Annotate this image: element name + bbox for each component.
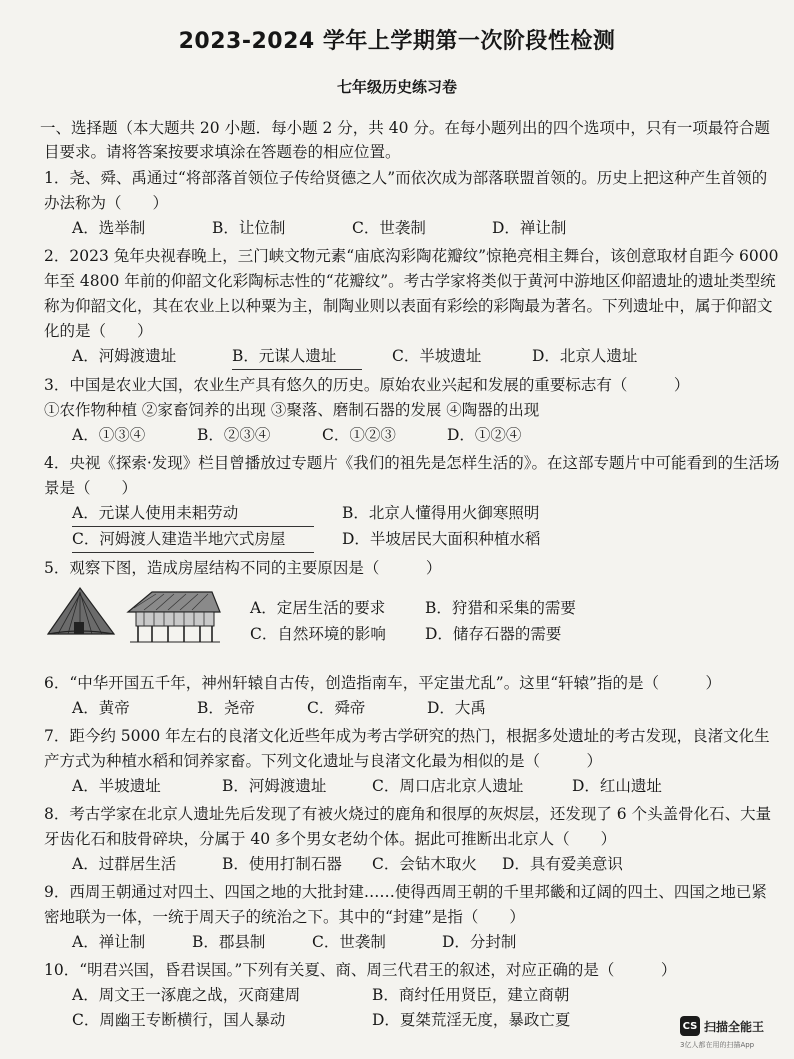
- exam-title: 2023-2024 学年上学期第一次阶段性检测: [178, 29, 616, 54]
- question-options: [44, 930, 782, 955]
- option-b[interactable]: B．元谋人遗址: [232, 344, 362, 370]
- question-options: [44, 696, 782, 721]
- option-a[interactable]: A．黄帝: [72, 699, 130, 717]
- option-a[interactable]: A．选举制: [72, 219, 146, 237]
- scanner-name: 扫描全能王: [704, 1019, 765, 1034]
- option-c[interactable]: C．世袭制: [352, 219, 426, 237]
- option-b[interactable]: B．使用打制石器: [222, 855, 342, 873]
- round-hut-drawing: [48, 588, 114, 634]
- question-options-row2: [250, 622, 595, 647]
- option-d[interactable]: D．半坡居民大面积种植水稻: [342, 530, 541, 548]
- option-b[interactable]: B．尧帝: [197, 699, 255, 717]
- option-c[interactable]: C．半坡遗址: [392, 347, 482, 365]
- question-stem: 6．“中华开国五千年，神州轩辕自古传，创造指南车，平定蚩尤乱”。这里“轩辕”指的是（ ）: [44, 674, 722, 692]
- option-b[interactable]: B．②③④: [197, 426, 271, 444]
- option-b[interactable]: B．北京人懂得用火御寒照明: [342, 504, 540, 522]
- question-stem: 9．西周王朝通过对四土、四国之地的大批封建……使得西周王朝的千里邦畿和辽阔的四土、四国之地已紧密地联为一体，一统于周天子的统治之下。其中的“封建”是指（ ）: [44, 883, 767, 926]
- option-b[interactable]: B．狩猎和采集的需要: [424, 599, 576, 617]
- option-b[interactable]: B．商纣任用贤臣，建立商朝: [372, 986, 570, 1004]
- question-options: [44, 423, 782, 448]
- question-10: [44, 958, 782, 1033]
- question-options-row2: [44, 1008, 782, 1033]
- question-8: [44, 802, 782, 877]
- question-options: [44, 852, 782, 877]
- question-stem: 3．中国是农业大国，农业生产具有悠久的历史。原始农业兴起和发展的重要标志有（ ）: [44, 376, 690, 394]
- question-options-row1: [44, 501, 782, 527]
- question-stem: 7．距今约 5000 年左右的良渚文化近些年成为考古学研究的热门，根据多处遗址的考古发现，良渚文化生产方式为种植水稻和饲养家畜。下列文化遗址与良渚文化最为相似的是（ ）: [44, 727, 770, 770]
- question-stem: 4．央视《探索·发现》栏目曾播放过专题片《我们的祖先是怎样生活的》。在这部专题片中可能看到的生活场景是（ ）: [44, 454, 780, 497]
- question-stem: 5．观察下图，造成房屋结构不同的主要原因是（ ）: [44, 559, 442, 577]
- section-heading: 一、选择题（本大题共 20 小题．每小题 2 分，共 40 分。在每小题列出的四个选项中，只有一项最符合题目要求。请将答案按要求填涂在答题卷的相应位置。: [40, 119, 770, 161]
- question-stem: 8．考古学家在北京人遗址先后发现了有被火烧过的鹿角和很厚的灰烬层，还发现了 6 个头盖骨化石、大量牙齿化石和肢骨碎块，分属于 40 多个男女老幼个体。据此可推断出北京人（ ）: [44, 805, 772, 848]
- option-c[interactable]: C．周幽王专断横行，国人暴动: [72, 1011, 286, 1029]
- option-d[interactable]: D．夏桀荒淫无度，暴政亡夏: [372, 1011, 571, 1029]
- option-d[interactable]: D．分封制: [442, 933, 517, 951]
- scanner-watermark: [680, 1016, 764, 1036]
- option-b[interactable]: B．郡县制: [192, 933, 266, 951]
- option-d[interactable]: D．①②④: [447, 426, 522, 444]
- question-5: [44, 556, 782, 668]
- option-d[interactable]: D．具有爱美意识: [502, 855, 623, 873]
- question-stem: 1．尧、舜、禹通过“将部落首领位子传给贤德之人”而依次成为部落联盟首领的。历史上把这种产生首领的办法称为（ ）: [44, 169, 768, 212]
- stilt-house-drawing: [128, 592, 220, 642]
- question-9: [44, 880, 782, 955]
- question-options-row1: [250, 596, 595, 621]
- house-illustration: [44, 582, 224, 646]
- question-options: [44, 344, 782, 370]
- option-d[interactable]: D．大禹: [427, 699, 486, 717]
- question-items: ①农作物种植 ②家畜饲养的出现 ③聚落、磨制石器的发展 ④陶器的出现: [44, 401, 540, 419]
- option-a[interactable]: A．定居生活的要求: [250, 599, 386, 617]
- question-options-row2: [44, 527, 782, 553]
- option-d[interactable]: D．红山遗址: [572, 777, 662, 795]
- question-4: [44, 451, 782, 553]
- question-options-row1: [44, 983, 782, 1008]
- option-a[interactable]: A．元谋人使用耒耜劳动: [72, 501, 314, 527]
- exam-subtitle: 七年级历史练习卷: [336, 78, 457, 96]
- question-stem: 2．2023 兔年央视春晚上，三门峡文物元素“庙底沟彩陶花瓣纹”惊艳亮相主舞台，该创意取材自距今 6000 年至 4800 年前的仰韶文化彩陶标志性的“花瓣纹”。考古学家将类似于黄河中游地区仰韶遗址的遗址类型统称为仰韶文化，其在农业上以种粟为主，制陶业则以表面有彩绘的彩陶最为著名。下列遗址中，属于仰韶文化的是（ ）: [44, 247, 779, 340]
- question-6: [44, 671, 782, 721]
- option-d[interactable]: D．储存石器的需要: [424, 625, 562, 643]
- option-c[interactable]: C．河姆渡人建造半地穴式房屋: [72, 527, 314, 553]
- option-a[interactable]: A．半坡遗址: [72, 777, 161, 795]
- scanner-logo-icon: CS: [680, 1016, 700, 1036]
- option-b[interactable]: B．河姆渡遗址: [222, 777, 327, 795]
- option-b[interactable]: B．让位制: [212, 219, 286, 237]
- scanner-tagline: 3亿人都在用的扫描App: [680, 1041, 755, 1049]
- option-a[interactable]: A．①③④: [72, 426, 146, 444]
- question-7: [44, 724, 782, 799]
- question-options: [44, 774, 782, 799]
- option-c[interactable]: C．舜帝: [307, 699, 366, 717]
- question-options: [44, 216, 782, 241]
- option-a[interactable]: A．周文王一涿鹿之战，灭商建周: [72, 986, 301, 1004]
- question-stem: 10．“明君兴国，昏君误国。”下列有关夏、商、周三代君王的叙述，对应正确的是（ ）: [44, 961, 677, 979]
- question-2: [44, 244, 782, 370]
- option-c[interactable]: C．世袭制: [312, 933, 386, 951]
- option-a[interactable]: A．禅让制: [72, 933, 146, 951]
- option-c[interactable]: C．自然环境的影响: [250, 625, 386, 643]
- option-a[interactable]: A．河姆渡遗址: [72, 347, 177, 365]
- option-c[interactable]: C．会钻木取火: [372, 855, 477, 873]
- option-c[interactable]: C．①②③: [322, 426, 396, 444]
- option-a[interactable]: A．过群居生活: [72, 855, 177, 873]
- option-d[interactable]: D．禅让制: [492, 219, 567, 237]
- exam-content: [40, 116, 782, 1036]
- question-1: [44, 166, 782, 241]
- question-3: [44, 373, 782, 448]
- option-c[interactable]: C．周口店北京人遗址: [372, 777, 524, 795]
- option-d[interactable]: D．北京人遗址: [532, 347, 638, 365]
